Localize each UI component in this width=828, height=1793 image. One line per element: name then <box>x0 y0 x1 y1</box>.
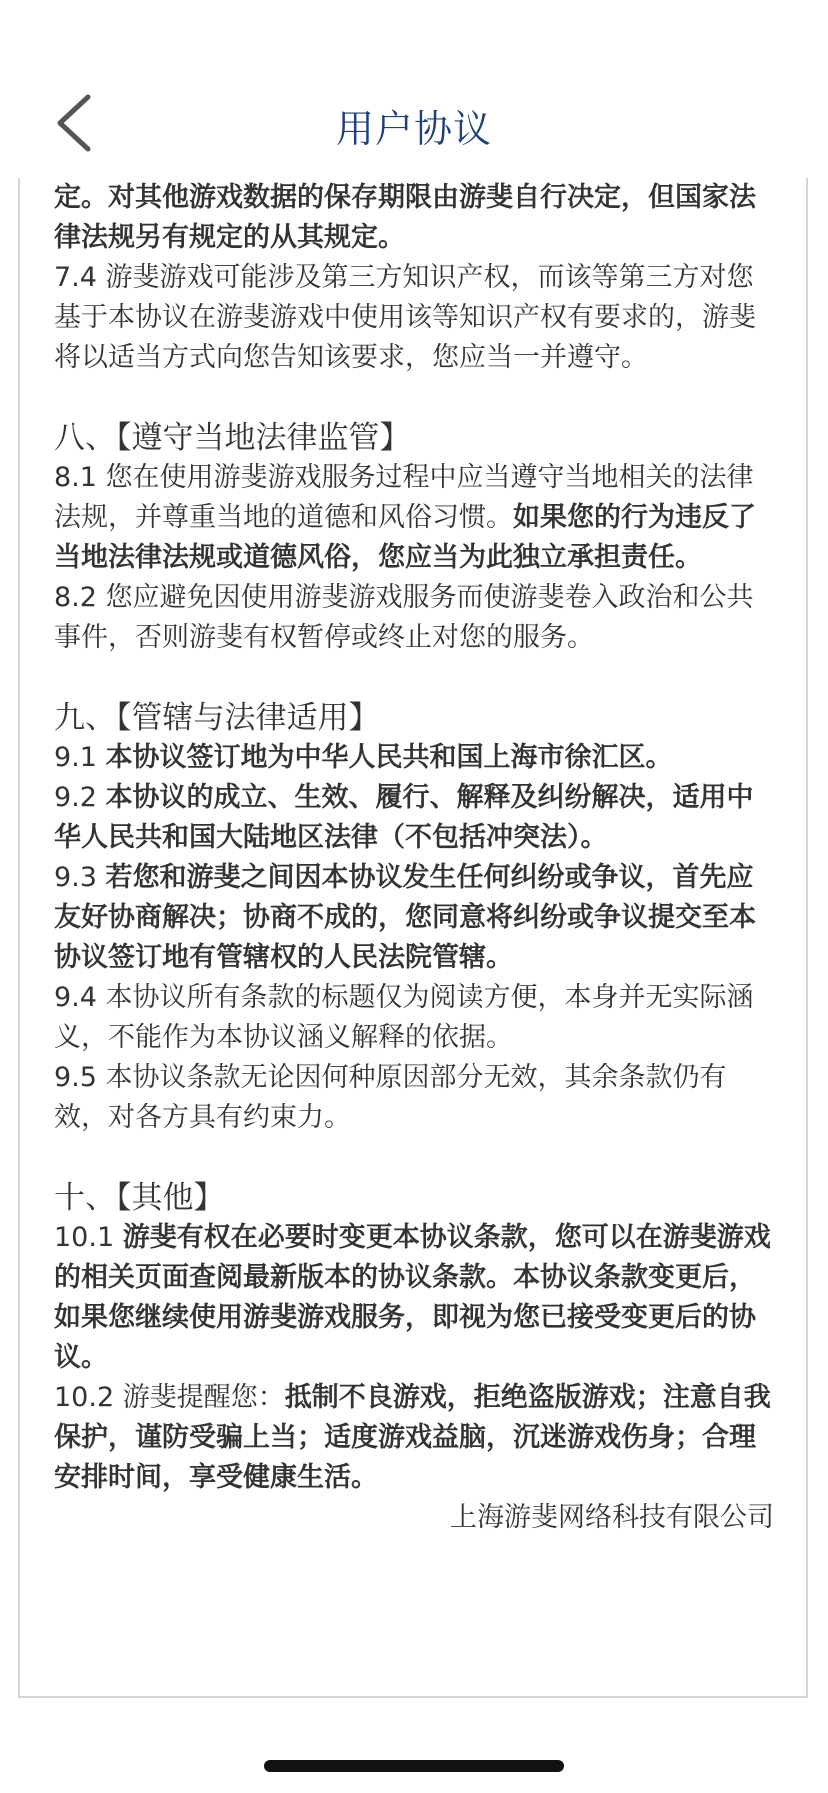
paragraph-9-3-text: 若您和游斐之间因本协议发生任何纠纷或争议，首先应友好协商解决；协商不成的，您同意将纠纷或争议提交至本协议签订地有管辖权的人民法院管辖。 <box>54 862 756 973</box>
paragraph-9-2-text: 本协议的成立、生效、履行、解释及纠纷解决，适用中华人民共和国大陆地区法律（不包括冲突法）。 <box>54 782 754 853</box>
page-title: 用户协议 <box>335 106 492 151</box>
paragraph-9-3 <box>54 858 774 978</box>
agreement-content <box>54 178 774 1538</box>
section-heading-8: 八、【遵守当地法律监管】 <box>54 420 411 456</box>
paragraph-9-3-number: 9.3 <box>54 862 106 893</box>
navigation-bar <box>0 70 828 180</box>
paragraph-9-5: 9.5 本协议条款无论因何种原因部分无效，其余条款仍有效，对各方具有约束力。 <box>54 1062 727 1133</box>
paragraph-10-2 <box>54 1378 774 1498</box>
paragraph-10-2-text: 10.2 游斐提醒您： <box>54 1382 285 1413</box>
section-heading-10: 十、【其他】 <box>54 1180 225 1216</box>
paragraph-7-4: 7.4 游斐游戏可能涉及第三方知识产权，而该等第三方对您基于本协议在游斐游戏中使用该等知识产权有要求的，游斐将以适当方式向您告知该要求，您应当一并遵守。 <box>54 262 756 373</box>
section-heading-9: 九、【管辖与法律适用】 <box>54 700 380 736</box>
paragraph-9-1 <box>54 738 774 778</box>
paragraph-9-2 <box>54 778 774 858</box>
paragraph-9-4: 9.4 本协议所有条款的标题仅为阅读方便，本身并无实际涵义，不能作为本协议涵义解释的依据。 <box>54 982 754 1053</box>
paragraph-10-1-text: 游斐有权在必要时变更本协议条款，您可以在游斐游戏的相关页面查阅最新版本的协议条款。本协议条款变更后，如果您继续使用游斐游戏服务，即视为您已接受变更后的协议。 <box>54 1222 771 1373</box>
home-indicator[interactable] <box>264 1760 564 1772</box>
paragraph-10-1-number: 10.1 <box>54 1222 123 1253</box>
paragraph-9-1-number: 9.1 <box>54 742 106 773</box>
paragraph-9-2-number: 9.2 <box>54 782 106 813</box>
chevron-left-icon <box>52 91 96 155</box>
agreement-scroll-area[interactable] <box>18 178 808 1698</box>
paragraph-10-1 <box>54 1218 774 1378</box>
paragraph-8-1-text: 8.1 您在使用游斐游戏服务过程中应当遵守当地相关的法律法规，并尊重当地的道德和风俗习惯。 <box>54 462 754 533</box>
paragraph-8-1 <box>54 458 774 578</box>
paragraph-8-2: 8.2 您应避免因使用游斐游戏服务而使游斐卷入政治和公共事件，否则游斐有权暂停或终止对您的服务。 <box>54 582 754 653</box>
paragraph-9-1-text: 本协议签订地为中华人民共和国上海市徐汇区。 <box>105 742 673 773</box>
company-signature: 上海游斐网络科技有限公司 <box>450 1502 774 1533</box>
paragraph-8-1-bold: 如果您的行为违反了当地法律法规或道德风俗，您应当为此独立承担责任。 <box>54 502 756 573</box>
back-button[interactable] <box>44 88 104 158</box>
paragraph-7-3-tail: 定。对其他游戏数据的保存期限由游斐自行决定，但国家法律法规另有规定的从其规定。 <box>54 182 756 253</box>
paragraph-10-2-bold: 抵制不良游戏，拒绝盗版游戏；注意自我保护，谨防受骗上当；适度游戏益脑，沉迷游戏伤身；合理安排时间，享受健康生活。 <box>54 1382 771 1493</box>
